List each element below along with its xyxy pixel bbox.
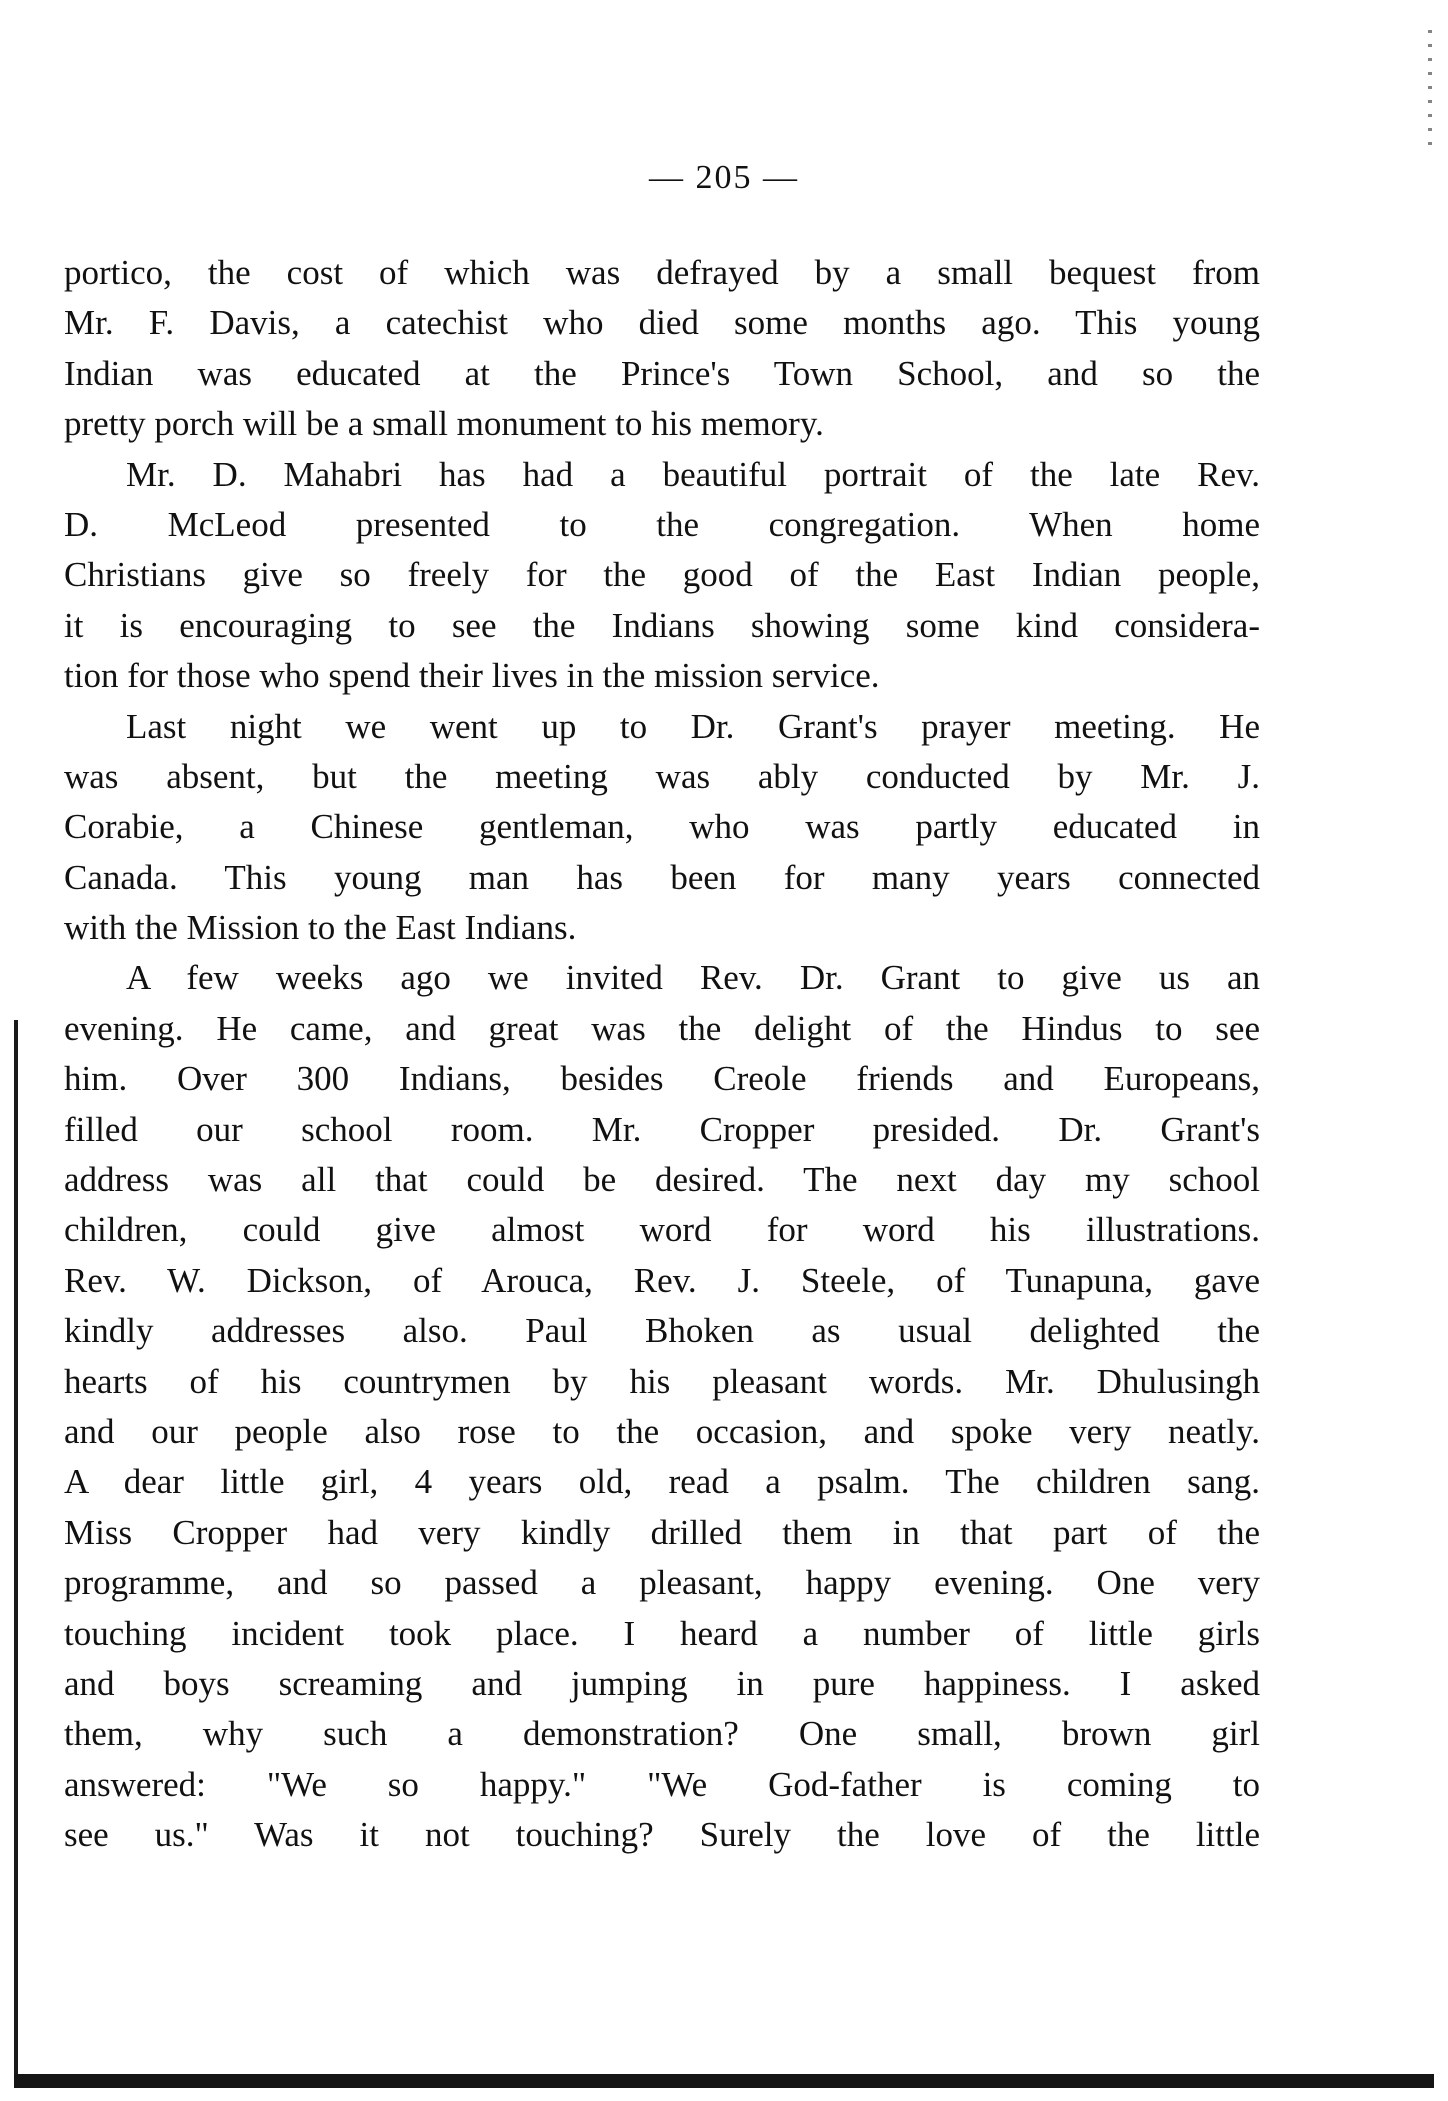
- text-line: D. McLeod presented to the congregation. When home: [64, 504, 1260, 544]
- text-line: answered: "We so happy." "We God-father is coming to: [64, 1764, 1260, 1804]
- left-margin-rule: [14, 1020, 18, 2080]
- text-line: and boys screaming and jumping in pure happiness. I asked: [64, 1663, 1260, 1703]
- text-line: Miss Cropper had very kindly drilled them in that part of the: [64, 1512, 1260, 1552]
- text-line: it is encouraging to see the Indians showing some kind considera-: [64, 605, 1260, 645]
- text-line: Christians give so freely for the good of the East Indian people,: [64, 555, 1260, 595]
- text-line: Mr. F. Davis, a catechist who died some months ago. This young: [64, 303, 1260, 343]
- page-number: — 205 —: [649, 159, 799, 196]
- text-line: Corabie, a Chinese gentleman, who was partly educated in: [64, 807, 1260, 847]
- text-line: Last night we went up to Dr. Grant's prayer meeting. He: [126, 706, 1260, 746]
- text-line: children, could give almost word for word his illustrations.: [64, 1210, 1260, 1250]
- text-line: pretty porch will be a small monument to his memory.: [64, 404, 824, 444]
- text-line: kindly addresses also. Paul Bhoken as usual delighted the: [64, 1311, 1260, 1351]
- text-line: was absent, but the meeting was ably conducted by Mr. J.: [64, 756, 1260, 796]
- text-line: and our people also rose to the occasion, and spoke very neatly.: [64, 1411, 1260, 1451]
- text-line: tion for those who spend their lives in the mission service.: [64, 656, 880, 696]
- edge-specks: [1428, 30, 1432, 150]
- text-line: portico, the cost of which was defrayed by a small bequest from: [64, 253, 1260, 292]
- text-line: programme, and so passed a pleasant, happy evening. One very: [64, 1563, 1260, 1603]
- text-line: see us." Was it not touching? Surely the love of the little: [64, 1815, 1260, 1855]
- text-line: evening. He came, and great was the delight of the Hindus to see: [64, 1008, 1260, 1048]
- text-line: him. Over 300 Indians, besides Creole friends and Europeans,: [64, 1059, 1260, 1099]
- text-line: Mr. D. Mahabri has had a beautiful portrait of the late Rev.: [126, 454, 1260, 494]
- text-line: them, why such a demonstration? One small, brown girl: [64, 1714, 1260, 1754]
- text-line: with the Mission to the East Indians.: [64, 908, 577, 948]
- text-line: A dear little girl, 4 years old, read a psalm. The children sang.: [64, 1462, 1260, 1502]
- text-line: hearts of his countrymen by his pleasant words. Mr. Dhulusingh: [64, 1361, 1260, 1401]
- text-line: A few weeks ago we invited Rev. Dr. Grant to give us an: [126, 958, 1260, 998]
- body-text: [64, 248, 1260, 1861]
- bottom-rule: [14, 2074, 1434, 2088]
- text-line: Indian was educated at the Prince's Town School, and so the: [64, 353, 1260, 393]
- text-line: Rev. W. Dickson, of Arouca, Rev. J. Steele, of Tunapuna, gave: [64, 1260, 1260, 1300]
- text-line: Canada. This young man has been for many years connected: [64, 857, 1260, 897]
- text-line: touching incident took place. I heard a number of little girls: [64, 1613, 1260, 1653]
- text-line: address was all that could be desired. The next day my school: [64, 1160, 1260, 1200]
- text-line: filled our school room. Mr. Cropper presided. Dr. Grant's: [64, 1109, 1260, 1149]
